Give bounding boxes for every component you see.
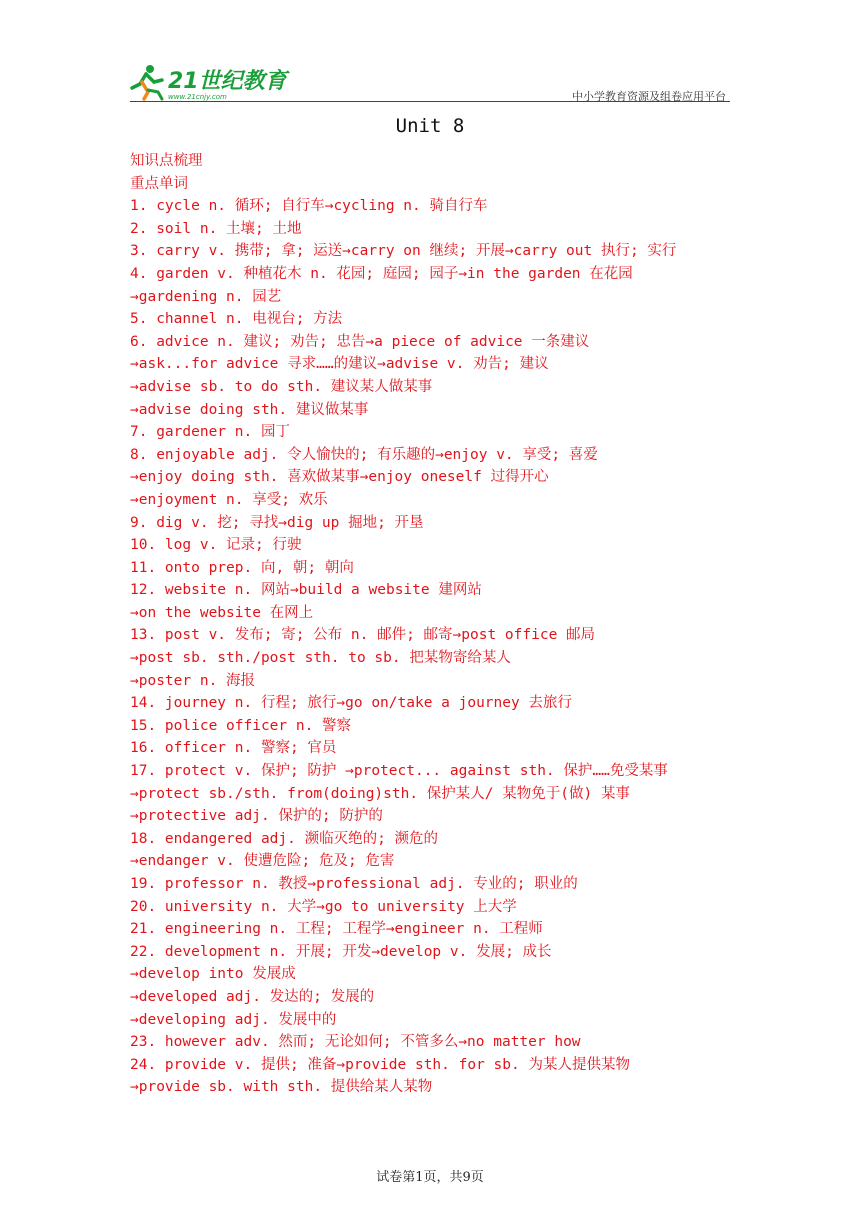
vocab-line: 21. engineering n. 工程; 工程学→engineer n. 工程师 (130, 921, 543, 938)
vocab-line: →enjoy doing sth. 喜欢做某事→enjoy oneself 过得开心 (130, 469, 549, 486)
vocab-line: →enjoyment n. 享受; 欢乐 (130, 491, 328, 508)
runner-icon (132, 65, 162, 99)
vocab-line: 11. onto prep. 向, 朝; 朝向 (130, 559, 354, 576)
section-heading: 知识点梳理 (130, 153, 203, 169)
vocab-line: 14. journey n. 行程; 旅行→go on/take a journey 去旅行 (130, 695, 572, 712)
vocab-line: →advise doing sth. 建议做某事 (130, 401, 369, 418)
vocab-line: →provide sb. with sth. 提供给某人某物 (130, 1079, 433, 1096)
vocab-line: 10. log v. 记录; 行驶 (130, 537, 302, 554)
vocab-line: 17. protect v. 保护; 防护 →protect... against sth. 保护……免受某事 (130, 763, 668, 780)
section-heading: 重点单词 (130, 175, 188, 192)
logo-21cnjy (128, 62, 287, 102)
vocab-line: 19. professor n. 教授→professional adj. 专业的; 职业的 (130, 876, 578, 892)
logo-text: 21世纪教育 (168, 69, 287, 94)
vocab-line: 13. post v. 发布; 寄; 公布 n. 邮件; 邮寄→post office 邮局 (130, 627, 596, 644)
vocab-line: 2. soil n. 土壤; 土地 (130, 220, 302, 237)
page-title: Unit 8 (395, 115, 465, 137)
vocab-line: →protective adj. 保护的; 防护的 (130, 808, 383, 825)
vocab-line: 6. advice n. 建议; 劝告; 忠告→a piece of advice 一条建议 (130, 333, 590, 350)
vocab-line: 1. cycle n. 循环; 自行车→cycling n. 骑自行车 (130, 198, 488, 215)
vocab-line: →post sb. sth./post sth. to sb. 把某物寄给某人 (130, 650, 511, 667)
vocab-line: →ask...for advice 寻求……的建议→advise v. 劝告; 建议 (130, 356, 549, 373)
vocab-line: →protect sb./sth. from(doing)sth. 保护某人/ 某物免于(做) 某事 (130, 785, 630, 802)
vocab-line: →develop into 发展成 (130, 966, 296, 983)
header-divider (130, 101, 730, 102)
vocabulary-list (130, 150, 750, 1099)
vocab-line: 4. garden v. 种植花木 n. 花园; 庭园; 园子→in the garden 在花园 (130, 265, 633, 282)
vocab-line: 16. officer n. 警察; 官员 (130, 740, 337, 757)
vocab-line: →gardening n. 园艺 (130, 288, 282, 305)
vocab-line: →poster n. 海报 (130, 672, 256, 689)
vocab-line: →endanger v. 使遭危险; 危及; 危害 (130, 853, 395, 870)
vocab-line: →on the website 在网上 (130, 604, 314, 621)
vocab-line: →developing adj. 发展中的 (130, 1011, 337, 1028)
vocab-line: →advise sb. to do sth. 建议某人做某事 (130, 378, 433, 395)
platform-name: 中小学教育资源及组卷应用平台 (572, 90, 726, 103)
vocab-line: 20. university n. 大学→go to university 上大学 (130, 898, 517, 915)
vocab-line: 24. provide v. 提供; 准备→provide sth. for sb. 为某人提供某物 (130, 1056, 630, 1073)
vocab-line: 9. dig v. 挖; 寻找→dig up 掘地; 开垦 (130, 514, 424, 531)
vocab-line: 7. gardener n. 园丁 (130, 424, 290, 441)
vocab-line: 23. however adv. 然而; 无论如何; 不管多么→no matter how (130, 1034, 581, 1051)
vocab-line: 8. enjoyable adj. 令人愉快的; 有乐趣的→enjoy v. 享受; 喜爱 (130, 446, 598, 463)
page-footer: 试卷第1页，共9页 (376, 1170, 484, 1185)
vocab-line: 12. website n. 网站→build a website 建网站 (130, 582, 482, 599)
vocab-line: 5. channel n. 电视台; 方法 (130, 311, 343, 328)
vocab-line: 18. endangered adj. 濒临灭绝的; 濒危的 (130, 830, 439, 847)
vocab-line: →developed adj. 发达的; 发展的 (130, 988, 375, 1005)
vocab-line: 3. carry v. 携带; 拿; 运送→carry on 继续; 开展→carry out 执行; 实行 (130, 243, 677, 260)
logo-url: www.21cnjy.com (168, 93, 227, 101)
vocab-line: 22. development n. 开展; 开发→develop v. 发展; 成长 (130, 943, 552, 960)
vocab-line: 15. police officer n. 警察 (130, 717, 352, 734)
